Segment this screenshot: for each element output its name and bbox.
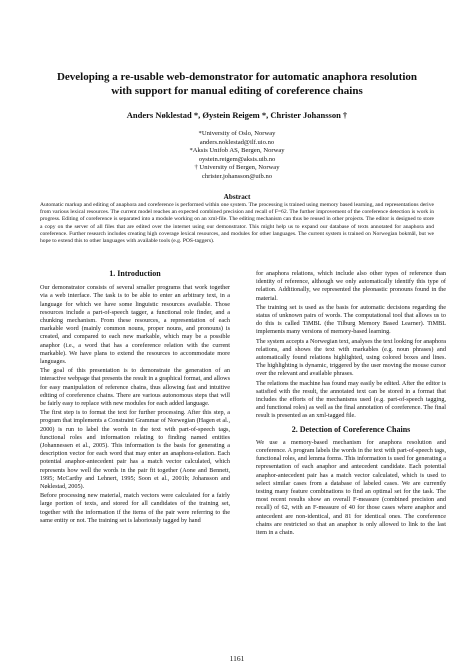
body-paragraph: for anaphora relations, which include also other types of reference than identity of reference, although we only automatically identify this type of relation. Additionally, we represented the pleonastic pronouns found in the material. (256, 270, 446, 302)
title-line-1: Developing a re-usable web-demonstrator for automatic anaphora resolution (56, 71, 418, 83)
abstract-text: Automatic markup and editing of anaphora and coreference is performed within one system. The processing is trained using memory based learning, and representations derive from various lexical resources. The current model reaches an expected combined precision and recall of F=62. The further improvement of the coreference detection is work in progress. Editing of coreference is separated into a module working on an xml-file. The editing mechanism can thus be reused in other projects. The editor is designed to store a copy on the server of all files that are edited over the internet using our demonstrator. This might help us to expand our database of texts annotated for anaphora and coreference. Further research includes creating high coverage lexical resources, and modules for other languages. The current system is trained on Norwegian bokmål, but we hope to extend this to other languages with available tools (e.g. POS-taggers). (40, 202, 434, 245)
page-number: 1161 (229, 654, 245, 663)
body-paragraph: The first step is to format the text for further processing. After this step, a program that implements a Constraint Grammar of Norwegian (Hagen et al., 2000) is run to label the words in the text with part-of-speech tags, functional roles and information relating to finding named entities (Johannessen et al., 2005). This information is the basis for generating a description vector for each word that may enter an anaphora-relation. Each potential anaphor-antecedent pair has a match vector calculated, which represents how well the words in the pair fit together (Aone and Bennett, 1995; McCarthy and Lehnert, 1995; Soon et al., 2001b; Johansson and Nøklestad, 2005). (40, 409, 230, 491)
affiliation-line: *University of Oslo, Norway (198, 130, 276, 137)
body-paragraph: Before processing new material, match vectors were calculated for a fairly large portion of texts, and stored for all candidates of the training set, together with the information if the items of the pair were referring to the same entity or not. The training set is laboriously tagged by hand (40, 492, 230, 524)
paper-title (30, 70, 444, 98)
left-column (40, 270, 230, 526)
author-list: Anders Nøklestad *, Øystein Reigem *, Christer Johansson † (126, 110, 348, 120)
affiliation-email: anders.noklestad@ilf.uio.no (199, 138, 275, 146)
body-paragraph: Our demonstrator consists of several smaller programs that work together via a web interface. The task is to be able to enter an arbitrary text, in a language for which we have some linguistic resources available. Those resources include a part-of-speech tagger, a functional role finder, and a chunking mechanism. From these resources, a representation of each markable word (mainly common nouns, proper nouns, and pronouns) is created, and compared to each new markable, which may be a possible anaphor (i.e., a word that has a coreference relation with the current markable). We have plans to extend the resources to accommodate more languages. (40, 284, 230, 366)
body-paragraph: The relations the machine has found may easily be edited. After the editor is satisfied with the result, the annotated text can be stored in a format that includes the efforts of the mechanisms used (e.g. part-of-speech tagging, and functional roles) as well as the final annotation of coreference. The final result is presented as an xml-tagged file. (256, 379, 446, 420)
affiliation-email: christer.johansson@uib.no (201, 172, 273, 180)
abstract-heading: Abstract (223, 193, 251, 201)
affiliation-email: oystein.reigem@aksis.uib.no (198, 155, 276, 163)
title-line-2: with support for manual editing of coreference chains (111, 85, 363, 97)
body-paragraph: The goal of this presentation is to demonstrate the generation of an interactive webpage that presents the result in a graphical format, and allows for easy manipulation of reference chains, thus allowing fast and intuitive editing of coreference chains. There are various autonomous steps that will be fairly easy to replace with new modules for each added language. (40, 367, 230, 408)
affiliation-line: † University of Bergen, Norway (194, 164, 280, 172)
right-column (256, 270, 446, 538)
body-paragraph: We use a memory-based mechanism for anaphora resolution and coreference. A program labels the words in the text with part-of-speech tags, functional roles, and lemma forms. This information is used for generating a representation of each anaphor and antecedent candidate. Each potential anaphor-antecedent pair has a match vector calculated, which is used to select similar cases from a database of labeled cases. We are currently testing many feature combinations to find an optimal set for the task. The most recent results show an overall F-measure (combined precision and recall) of 62, with an F-measure of 40 for those cases where anaphor and antecedent are non-identical, and 81 for identical ones. The coreference chains are restricted so that an anaphor is only allowed to link to the last item in a chain. (256, 438, 446, 537)
affiliations (130, 130, 344, 182)
section-heading-detection: 2. Detection of Coreference Chains (291, 424, 411, 434)
affiliation-line: *Aksis Unifob AS, Bergen, Norway (189, 147, 285, 155)
section-heading-introduction: 1. Introduction (109, 269, 161, 278)
body-paragraph: The training set is used as the basis for automatic decisions regarding the status of unknown pairs of words. The computational tool that allows us to do this is called TiMBL (the Tilburg Memory Based Learner). TiMBL implements many versions of memory-based learning. (256, 303, 446, 336)
body-paragraph: The system accepts a Norwegian text, analyses the text looking for anaphora relations, and shows the text with markables (e.g. noun phrases) and automatically found relations highlighted, using colored boxes and lines. The highlighting is dynamic, triggered by the user moving the mouse cursor over the relevant and available phrases. (256, 337, 446, 378)
